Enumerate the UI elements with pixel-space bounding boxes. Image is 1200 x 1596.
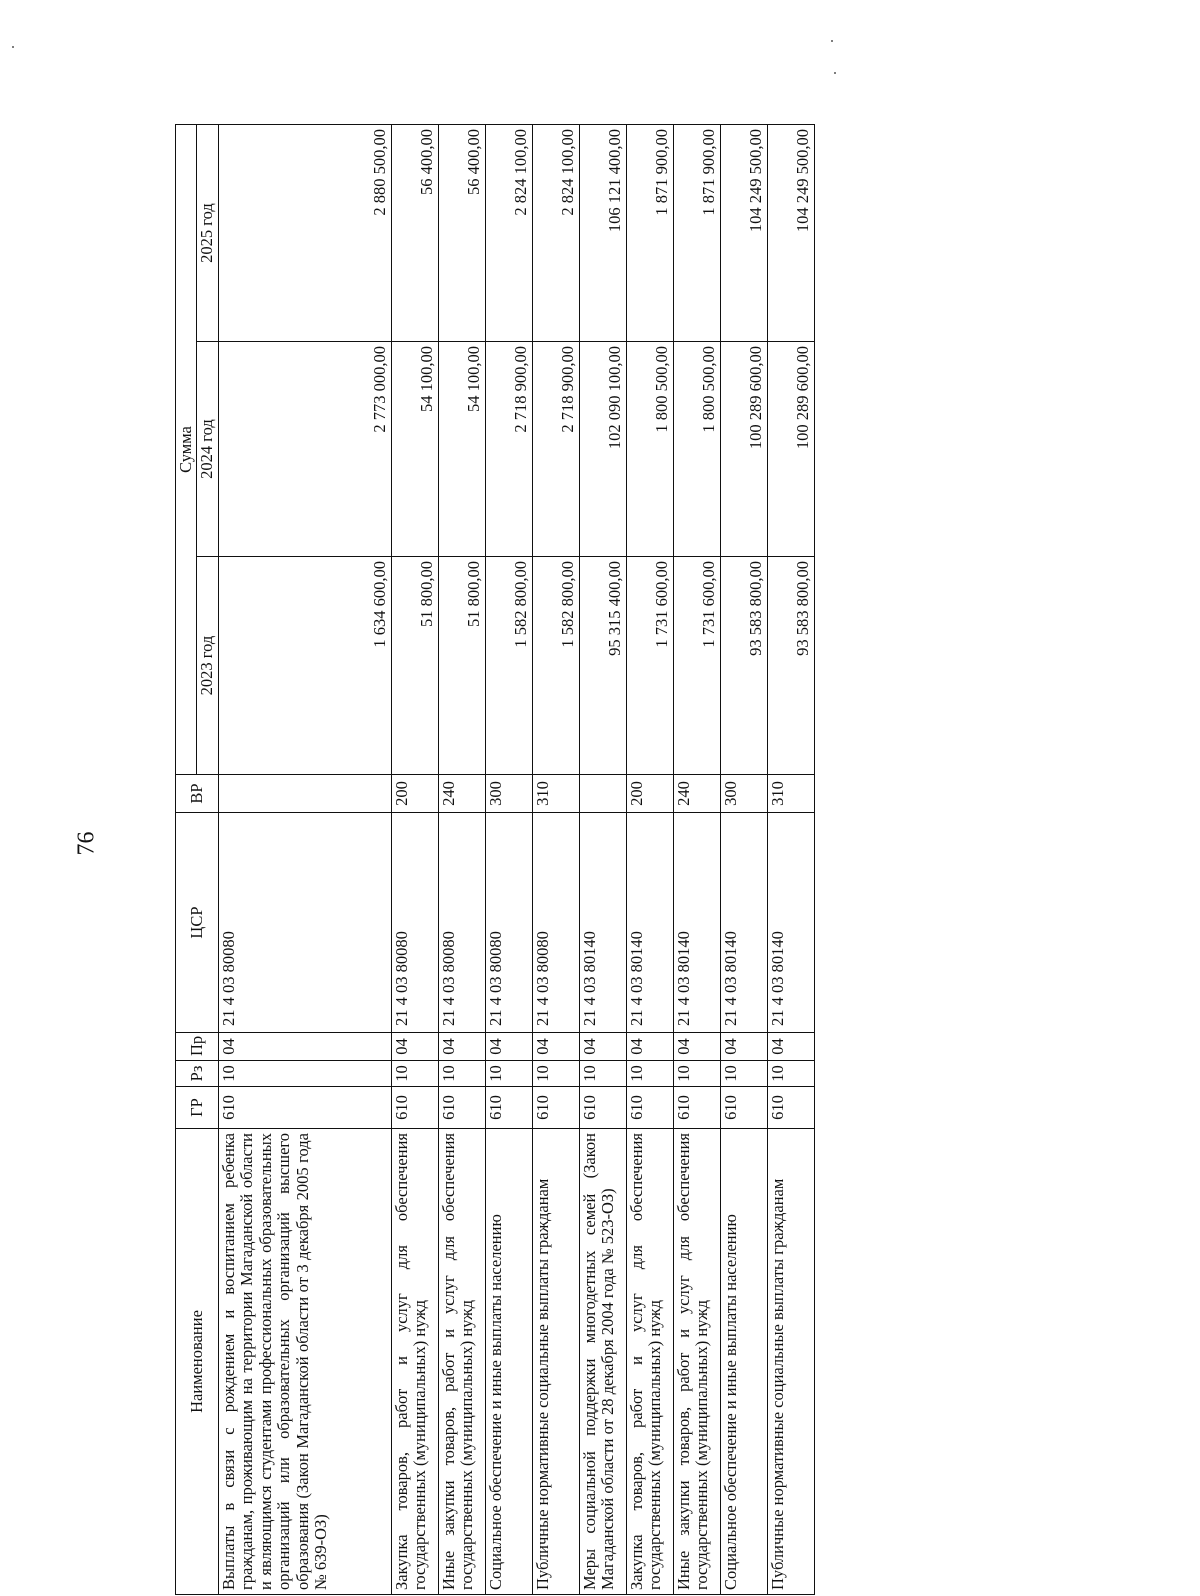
row-2024: 2 773 000,00 xyxy=(218,342,391,557)
row-pr: 04 xyxy=(673,1033,720,1061)
row-2025: 106 121 400,00 xyxy=(579,125,626,342)
row-csr: 21 4 03 80140 xyxy=(767,813,814,1033)
row-pr: 04 xyxy=(767,1033,814,1061)
row-rz: 10 xyxy=(218,1061,391,1087)
table-row xyxy=(626,125,673,1595)
table-row xyxy=(485,125,532,1595)
row-vr: 310 xyxy=(767,775,814,813)
row-vr xyxy=(218,775,391,813)
table-row xyxy=(767,125,814,1595)
header-csr: ЦСР xyxy=(176,813,219,1033)
row-name: Закупка товаров, работ и услуг для обеспечения государственных (муниципальных) нужд xyxy=(626,1129,673,1595)
row-name: Меры социальной поддержки многодетных семей (Закон Магаданской области от 28 декабря 2004 года № 523-ОЗ) xyxy=(579,1129,626,1595)
header-rz: Рз xyxy=(176,1061,219,1087)
row-2023: 51 800,00 xyxy=(438,557,485,775)
row-2024: 54 100,00 xyxy=(438,342,485,557)
row-2025: 56 400,00 xyxy=(438,125,485,342)
row-2023: 1 582 800,00 xyxy=(485,557,532,775)
row-2024: 100 289 600,00 xyxy=(767,342,814,557)
header-2023: 2023 год xyxy=(197,557,218,775)
table-row xyxy=(438,125,485,1595)
header-sum: Сумма xyxy=(176,125,197,775)
row-gr: 610 xyxy=(532,1087,579,1129)
row-2025: 104 249 500,00 xyxy=(720,125,767,342)
row-name: Закупка товаров, работ и услуг для обеспечения государственных (муниципальных) нужд xyxy=(391,1129,438,1595)
row-vr: 240 xyxy=(438,775,485,813)
row-rz: 10 xyxy=(626,1061,673,1087)
row-gr: 610 xyxy=(579,1087,626,1129)
row-gr: 610 xyxy=(391,1087,438,1129)
row-pr: 04 xyxy=(720,1033,767,1061)
row-vr: 200 xyxy=(626,775,673,813)
row-rz: 10 xyxy=(438,1061,485,1087)
header-pr: Пр xyxy=(176,1033,219,1061)
row-rz: 10 xyxy=(485,1061,532,1087)
row-gr: 610 xyxy=(218,1087,391,1129)
row-vr: 240 xyxy=(673,775,720,813)
table-row xyxy=(391,125,438,1595)
row-2023: 1 731 600,00 xyxy=(673,557,720,775)
table-row xyxy=(532,125,579,1595)
table-header xyxy=(176,125,219,1595)
row-2024: 2 718 900,00 xyxy=(532,342,579,557)
row-name: Публичные нормативные социальные выплаты гражданам xyxy=(767,1129,814,1595)
page-number: 76 xyxy=(73,831,100,856)
row-2024: 100 289 600,00 xyxy=(720,342,767,557)
row-2024: 102 090 100,00 xyxy=(579,342,626,557)
row-csr: 21 4 03 80140 xyxy=(720,813,767,1033)
row-pr: 04 xyxy=(626,1033,673,1061)
table-row xyxy=(579,125,626,1595)
table-row xyxy=(218,125,391,1595)
row-2024: 2 718 900,00 xyxy=(485,342,532,557)
row-gr: 610 xyxy=(673,1087,720,1129)
header-2024: 2024 год xyxy=(197,342,218,557)
scan-speck xyxy=(12,46,14,48)
row-rz: 10 xyxy=(532,1061,579,1087)
row-rz: 10 xyxy=(579,1061,626,1087)
row-2025: 104 249 500,00 xyxy=(767,125,814,342)
row-rz: 10 xyxy=(391,1061,438,1087)
row-2023: 51 800,00 xyxy=(391,557,438,775)
row-name: Выплаты в связи с рождением и воспитанием ребенка гражданам, проживающим на территории Магаданской области и являющимся студентами профессиональных образовательных организаций или образовательных организаций высшего образования (Закон Магаданской области от 3 декабря 2005 года № 639-ОЗ) xyxy=(218,1129,391,1595)
row-csr: 21 4 03 80140 xyxy=(626,813,673,1033)
row-vr: 300 xyxy=(485,775,532,813)
row-name: Социальное обеспечение и иные выплаты населению xyxy=(485,1129,532,1595)
row-pr: 04 xyxy=(438,1033,485,1061)
row-csr: 21 4 03 80080 xyxy=(218,813,391,1033)
row-csr: 21 4 03 80140 xyxy=(579,813,626,1033)
row-csr: 21 4 03 80140 xyxy=(673,813,720,1033)
row-2023: 93 583 800,00 xyxy=(767,557,814,775)
budget-table xyxy=(175,124,815,1595)
header-vr: ВР xyxy=(176,775,219,813)
row-2023: 1 582 800,00 xyxy=(532,557,579,775)
row-vr xyxy=(579,775,626,813)
row-2025: 2 824 100,00 xyxy=(532,125,579,342)
table-body xyxy=(218,125,814,1595)
row-gr: 610 xyxy=(485,1087,532,1129)
row-rz: 10 xyxy=(720,1061,767,1087)
row-pr: 04 xyxy=(485,1033,532,1061)
header-2025: 2025 год xyxy=(197,125,218,342)
row-pr: 04 xyxy=(391,1033,438,1061)
row-rz: 10 xyxy=(673,1061,720,1087)
scan-speck xyxy=(831,40,833,42)
row-2025: 1 871 900,00 xyxy=(626,125,673,342)
row-name: Иные закупки товаров, работ и услуг для обеспечения государственных (муниципальных) нужд xyxy=(438,1129,485,1595)
row-csr: 21 4 03 80080 xyxy=(438,813,485,1033)
row-2024: 54 100,00 xyxy=(391,342,438,557)
row-gr: 610 xyxy=(626,1087,673,1129)
header-name: Наименование xyxy=(176,1129,219,1595)
row-vr: 200 xyxy=(391,775,438,813)
row-2025: 2 880 500,00 xyxy=(218,125,391,342)
row-pr: 04 xyxy=(579,1033,626,1061)
row-2025: 2 824 100,00 xyxy=(485,125,532,342)
row-name: Публичные нормативные социальные выплаты гражданам xyxy=(532,1129,579,1595)
row-2024: 1 800 500,00 xyxy=(626,342,673,557)
row-2023: 1 634 600,00 xyxy=(218,557,391,775)
row-pr: 04 xyxy=(218,1033,391,1061)
row-gr: 610 xyxy=(438,1087,485,1129)
row-csr: 21 4 03 80080 xyxy=(391,813,438,1033)
row-csr: 21 4 03 80080 xyxy=(485,813,532,1033)
table-row xyxy=(720,125,767,1595)
row-2023: 95 315 400,00 xyxy=(579,557,626,775)
rotated-table-container xyxy=(175,115,823,1595)
table-row xyxy=(673,125,720,1595)
row-name: Социальное обеспечение и иные выплаты населению xyxy=(720,1129,767,1595)
row-gr: 610 xyxy=(720,1087,767,1129)
row-vr: 300 xyxy=(720,775,767,813)
header-gr: ГР xyxy=(176,1087,219,1129)
row-gr: 610 xyxy=(767,1087,814,1129)
row-pr: 04 xyxy=(532,1033,579,1061)
row-vr: 310 xyxy=(532,775,579,813)
row-csr: 21 4 03 80080 xyxy=(532,813,579,1033)
row-2025: 56 400,00 xyxy=(391,125,438,342)
row-2023: 1 731 600,00 xyxy=(626,557,673,775)
scan-speck xyxy=(834,72,836,74)
row-2025: 1 871 900,00 xyxy=(673,125,720,342)
row-2023: 93 583 800,00 xyxy=(720,557,767,775)
row-2024: 1 800 500,00 xyxy=(673,342,720,557)
row-name: Иные закупки товаров, работ и услуг для обеспечения государственных (муниципальных) нужд xyxy=(673,1129,720,1595)
row-rz: 10 xyxy=(767,1061,814,1087)
